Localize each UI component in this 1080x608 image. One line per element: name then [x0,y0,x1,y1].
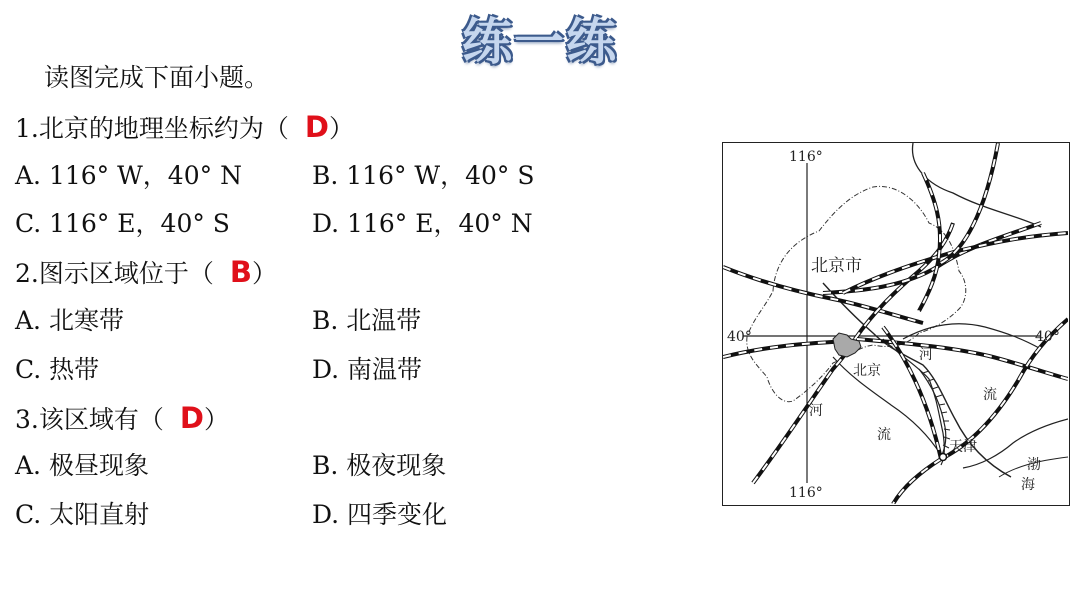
label-beijing-shi: 北京市 [811,256,862,276]
question-1-answer: D [304,110,329,144]
question-1-close: ） [328,114,354,143]
question-3-option-a: A. 极昼现象 [15,451,149,480]
question-1-stem [15,112,354,144]
beijing-tianjin-map [722,142,1070,506]
label-bo: 渤 [1027,457,1041,473]
tianjin-marker [940,454,947,461]
question-3-answer: D [179,401,204,435]
question-2-close: ） [251,259,277,288]
question-2-text: 2.图示区域位于（ [15,259,214,288]
question-3-option-c: C. 太阳直射 [15,500,150,529]
label-lat-left: 40° [727,329,752,345]
question-2-option-b: B. 北温带 [312,306,422,335]
question-3-close: ） [203,405,229,434]
label-lat-right: 40° [1035,329,1060,345]
label-liu-2: 流 [877,427,891,443]
question-1-text: 1.北京的地理坐标约为（ [15,114,289,143]
label-he-2: 河 [809,403,823,419]
label-liu-1: 流 [983,387,997,403]
question-3-option-b: B. 极夜现象 [312,451,447,480]
label-he-1: 河 [919,347,933,363]
question-1-option-a: A. 116° W，40° N [15,161,242,190]
railways [723,143,1068,504]
page-title: 练一练 [462,13,618,71]
label-hai: 海 [1021,477,1035,493]
question-2-stem [15,257,277,289]
map-svg [723,143,1068,504]
question-3-option-d: D. 四季变化 [312,500,448,529]
question-1-option-c: C. 116° E，40° S [15,209,230,238]
question-2-option-a: A. 北寒带 [15,306,124,335]
label-tianjin: 天津 [949,439,977,455]
question-2-answer: B [229,255,252,289]
question-2-option-c: C. 热带 [15,355,100,384]
label-lon-top: 116° [789,149,823,165]
instruction: 读图完成下面小题。 [44,63,270,92]
question-3-text: 3.该区域有（ [15,405,164,434]
label-beijing: 北京 [853,363,881,379]
coastline [963,419,1068,468]
question-1-option-b: B. 116° W，40° S [312,161,535,190]
label-lon-bottom: 116° [789,485,823,501]
question-2-option-d: D. 南温带 [312,355,423,384]
question-1-option-d: D. 116° E，40° N [312,209,533,238]
question-3-stem [15,403,229,435]
